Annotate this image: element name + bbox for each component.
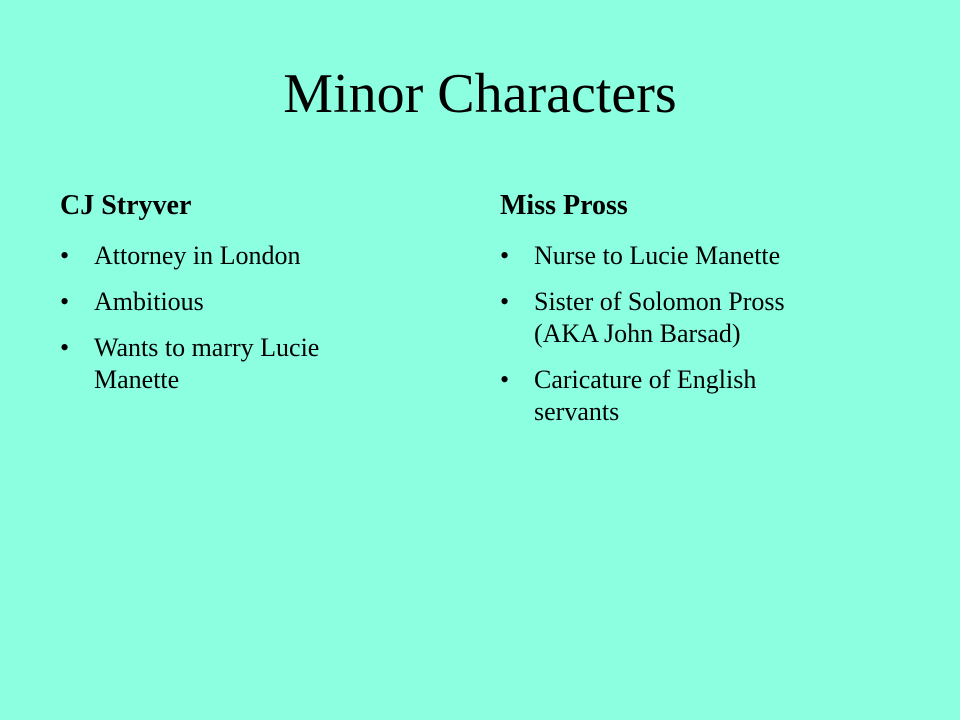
list-item (500, 364, 840, 428)
bullet-text: Attorney in London (94, 241, 301, 270)
bullet-icon: • (500, 241, 510, 270)
right-column (500, 186, 840, 442)
bullet-icon: • (60, 333, 70, 362)
list-item (60, 240, 400, 272)
list-item (500, 240, 840, 272)
left-column (60, 186, 400, 410)
slide-title: Minor Characters (283, 63, 677, 125)
bullet-text: Caricature of English servants (534, 365, 757, 426)
left-column-heading: CJ Stryver (60, 190, 192, 221)
bullet-text: Ambitious (94, 287, 204, 316)
bullet-text: Wants to marry Lucie Manette (94, 333, 320, 394)
list-item (500, 286, 840, 350)
bullet-icon: • (60, 241, 70, 270)
bullet-icon: • (500, 287, 510, 316)
bullet-icon: • (60, 287, 70, 316)
list-item (60, 286, 400, 318)
bullet-icon: • (500, 365, 510, 394)
bullet-text: Nurse to Lucie Manette (534, 241, 781, 270)
left-bullet-list (60, 240, 400, 396)
right-bullet-list (500, 240, 840, 428)
right-column-heading: Miss Pross (500, 190, 628, 221)
list-item (60, 332, 400, 396)
bullet-text: Sister of Solomon Pross (AKA John Barsad) (534, 287, 785, 348)
